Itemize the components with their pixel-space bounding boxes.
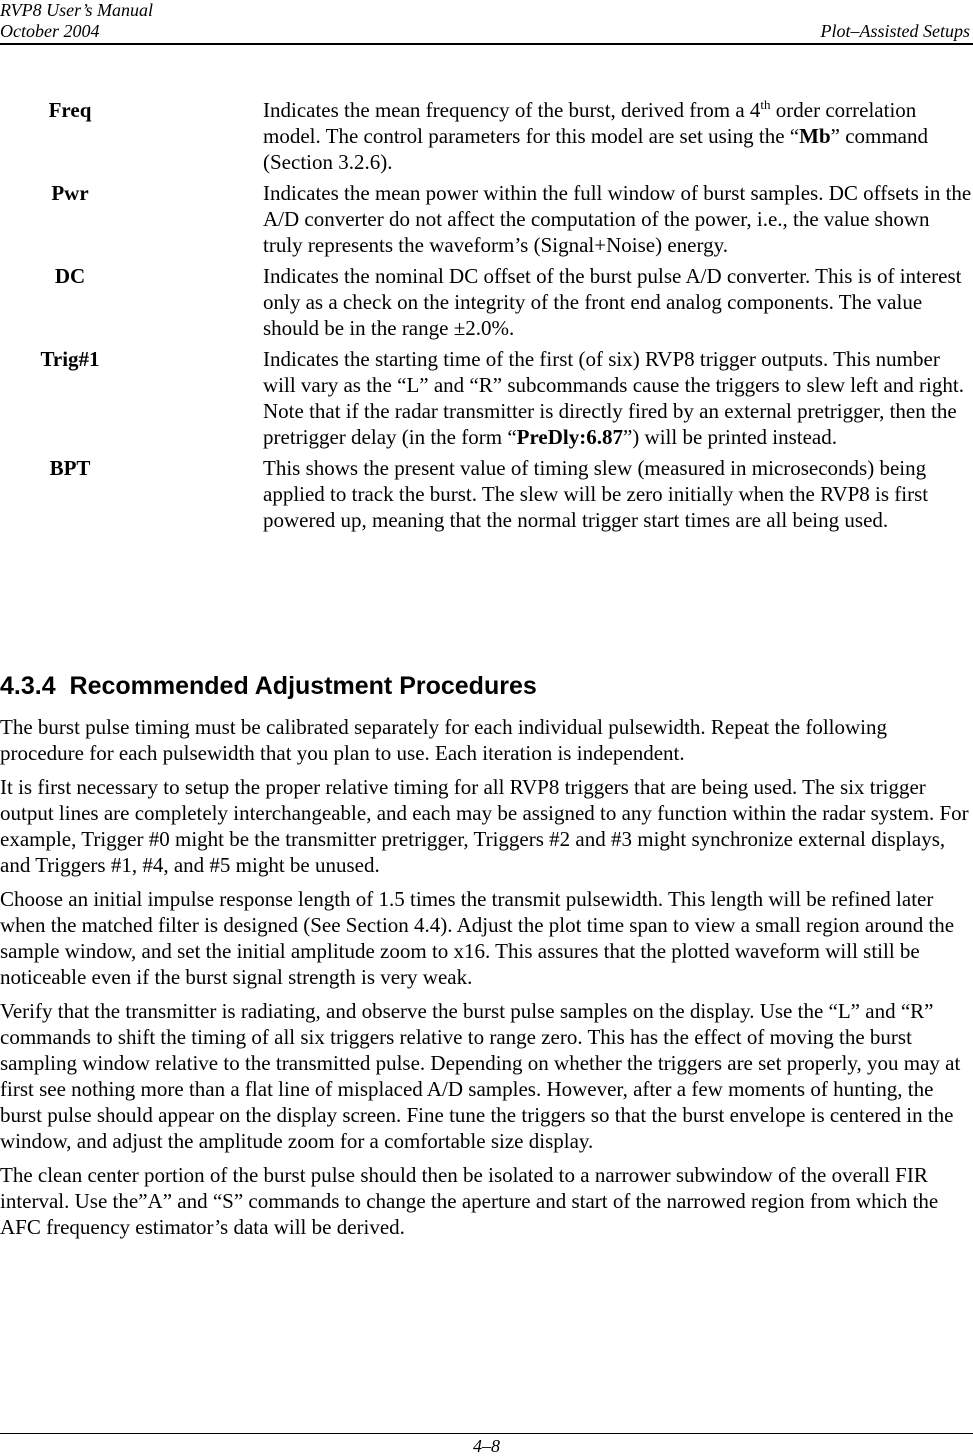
description-freq: Indicates the mean frequency of the burst, derived from a 4th order correlation model. The control parameters for this model are set using the “Mb” command (Section 3.2.6). [263,97,929,174]
description-bpt: This shows the present value of timing slew (measured in microseconds) being applied to track the burst. The slew will be zero initially when the RVP8 is first powered up, meaning that the normal trigger start times are all being used. [263,456,929,532]
term-freq: Freq [48,98,92,122]
definition-pwr [0,180,973,258]
page-header [0,0,973,48]
definition-trig1 [0,346,973,450]
header-rule [0,43,973,45]
paragraph: Choose an initial impulse response length of 1.5 times the transmit pulsewidth. This length will be refined later when the matched filter is designed (See Section 4.4). Adjust the plot time span to view a small region around the sample window, and set the initial amplitude zoom to x16. This assures that the plotted waveform will still be noticeable even if the burst signal strength is very weak. [0,887,955,989]
description-dc: Indicates the nominal DC offset of the burst pulse A/D converter. This is of interest only as a check on the integrity of the front end analog components. The value should be in the range ±2.0%. [263,264,962,340]
definition-freq [0,97,973,175]
definition-bpt [0,455,973,533]
section-heading [0,671,537,701]
term-pwr: Pwr [51,181,89,205]
description-trig1: Indicates the starting time of the first (of six) RVP8 trigger outputs. This number will vary as the “L” and “R” subcommands cause the triggers to slew left and right. Note that if the radar transmitter is directly fired by an external pretrigger, then the pretrigger delay (in the form “PreDly:6.87”) will be printed instead. [263,347,964,449]
definition-dc [0,263,973,341]
term-trig1: Trig#1 [40,347,100,371]
description-pwr: Indicates the mean power within the full window of burst samples. DC offsets in the A/D converter do not affect the computation of the power, i.e., the value shown truly represents the waveform’s (Signal+Noise) energy. [263,181,972,257]
header-section-title: Plot–Assisted Setups [820,21,970,41]
paragraph: Verify that the transmitter is radiating, and observe the burst pulse samples on the display. Use the “L” and “R” commands to shift the timing of all six triggers relative to range zero. This has the effect of moving the burst sampling window relative to the transmitted pulse. Depending on whether the triggers are set properly, you may at first see nothing more than a flat line of misplaced A/D samples. However, after a few moments of hunting, the burst pulse should appear on the display screen. Fine tune the triggers so that the burst envelope is centered in the window, and adjust the amplitude zoom for a comfortable size display. [0,999,961,1153]
paragraph: The burst pulse timing must be calibrated separately for each individual pulsewidth. Repeat the following procedure for each pulsewidth that you plan to use. Each iteration is independent. [0,715,888,765]
header-date: October 2004 [0,21,100,41]
footer-rule [0,1433,973,1434]
manual-title: RVP8 User’s Manual [0,0,153,20]
page-number: 4–8 [473,1436,500,1456]
term-dc: DC [54,264,86,288]
section-number: 4.3.4 [0,672,56,700]
header-left [0,0,153,42]
body-text [0,714,973,1248]
definition-list [0,97,973,538]
section-title: Recommended Adjustment Procedures [69,672,537,700]
paragraph: It is first necessary to setup the proper relative timing for all RVP8 triggers that are being used. The six trigger output lines are completely interchangeable, and each may be assigned to any function within the radar system. For example, Trigger #0 might be the transmitter pretrigger, Triggers #2 and #3 might synchronize external displays, and Triggers #1, #4, and #5 might be unused. [0,775,969,877]
term-bpt: BPT [49,456,91,480]
paragraph: The clean center portion of the burst pulse should then be isolated to a narrower subwindow of the overall FIR interval. Use the”A” and “S” commands to change the aperture and start of the narrowed region from which the AFC frequency estimator’s data will be derived. [0,1163,939,1239]
